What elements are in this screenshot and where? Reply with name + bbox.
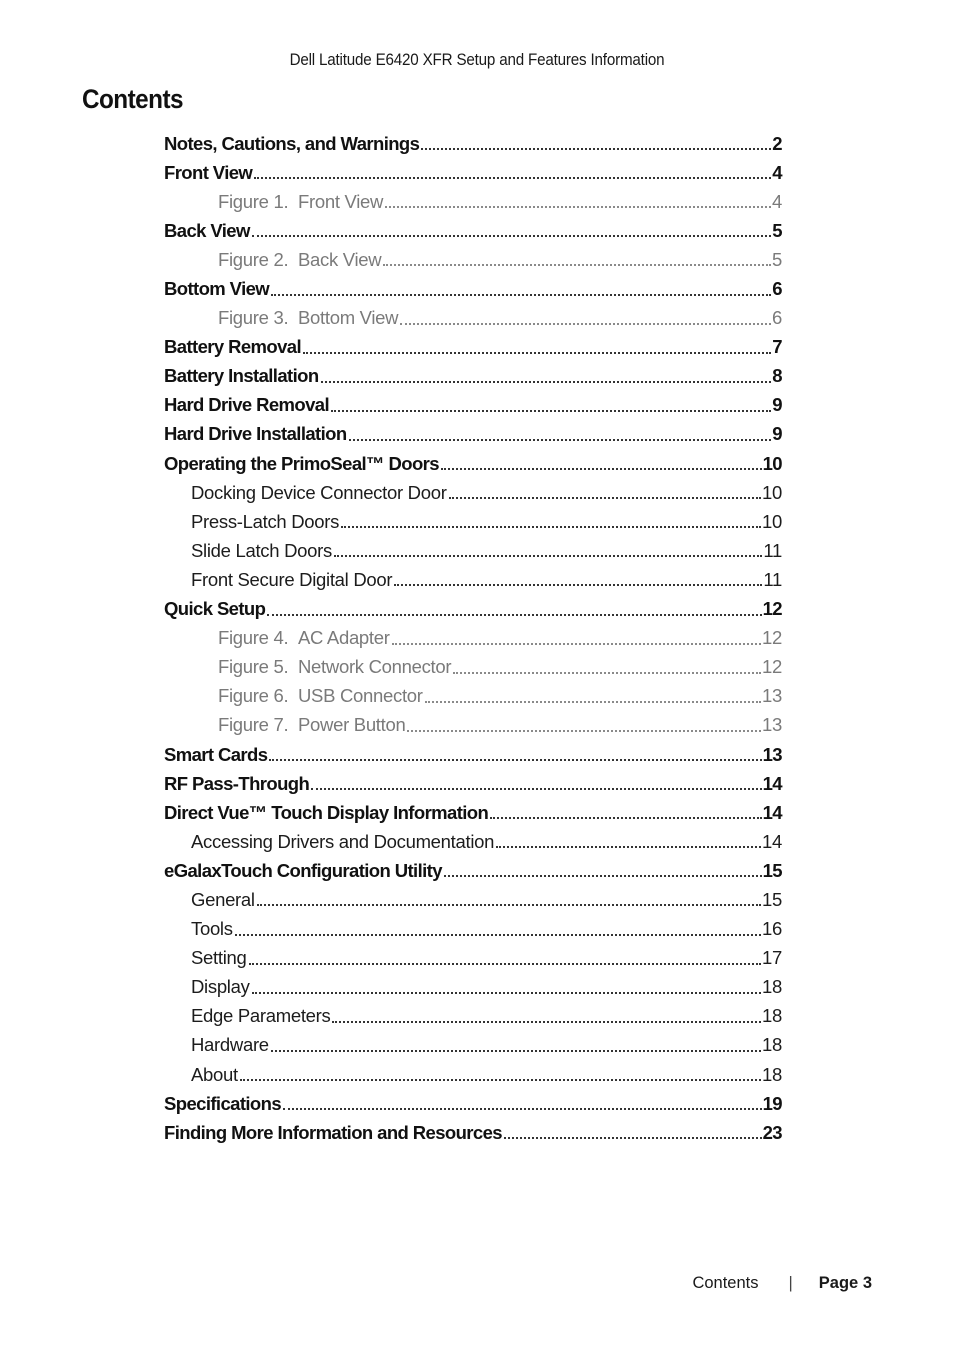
toc-section-entry[interactable] <box>164 391 782 420</box>
toc-dot-leader <box>249 962 762 965</box>
toc-dot-leader <box>349 438 772 441</box>
toc-entry-label <box>164 1122 504 1144</box>
toc-dot-leader <box>449 496 761 499</box>
toc-entry-text: Hard Drive Installation <box>164 423 347 445</box>
toc-page-number: 5 <box>772 248 782 270</box>
toc-entry-label <box>164 860 444 882</box>
toc-page-number: 14 <box>762 772 782 794</box>
toc-dot-leader <box>254 176 771 179</box>
toc-entry-label <box>164 162 254 184</box>
toc-entry-text: About <box>191 1063 238 1085</box>
toc-figure-number: Figure 5. <box>218 656 289 678</box>
toc-section-entry[interactable] <box>164 216 782 245</box>
toc-entry-label <box>191 918 235 940</box>
toc-figure-entry[interactable] <box>164 245 782 274</box>
toc-entry-text: Network Connector <box>298 656 452 678</box>
toc-entry-label <box>164 336 303 358</box>
toc-entry-text: Operating the PrimoSeal™ Doors <box>164 452 439 474</box>
toc-dot-leader <box>425 700 761 703</box>
toc-entry-text: Bottom View <box>164 278 270 300</box>
toc-entry-text: Front Secure Digital Door <box>191 568 393 590</box>
toc-entry-text: Front View <box>164 161 253 183</box>
toc-entry-text: Docking Device Connector Door <box>191 481 447 503</box>
toc-entry-text: Specifications <box>164 1092 282 1114</box>
toc-dot-leader <box>321 380 772 383</box>
running-header: Dell Latitude E6420 XFR Setup and Features Information <box>289 51 665 69</box>
toc-entry-text: RF Pass-Through <box>164 772 310 794</box>
toc-entry-label <box>191 569 394 591</box>
toc-subsection-entry[interactable] <box>164 1002 782 1031</box>
toc-page-number: 9 <box>772 394 782 416</box>
toc-subsection-entry[interactable] <box>164 1031 782 1060</box>
toc-entry-label <box>218 249 383 271</box>
toc-entry-label <box>191 831 496 853</box>
toc-dot-leader <box>421 147 771 150</box>
page-footer <box>692 1274 872 1293</box>
toc-page-number: 23 <box>762 1121 782 1143</box>
toc-dot-leader <box>383 263 771 266</box>
toc-entry-text: Bottom View <box>298 307 399 329</box>
toc-entry-label <box>218 656 453 678</box>
toc-subsection-entry[interactable] <box>164 944 782 973</box>
toc-entry-label <box>191 540 334 562</box>
toc-figure-number: Figure 3. <box>218 307 289 329</box>
toc-section-entry[interactable] <box>164 362 782 391</box>
toc-figure-number: Figure 6. <box>218 685 289 707</box>
toc-figure-number: Figure 1. <box>218 190 289 212</box>
toc-entry-text: Front View <box>298 190 384 212</box>
toc-entry-label <box>191 1034 271 1056</box>
toc-entry-label <box>164 1093 283 1115</box>
toc-entry-text: Display <box>191 976 250 998</box>
toc-figure-number: Figure 4. <box>218 627 289 649</box>
toc-subsection-entry[interactable] <box>164 915 782 944</box>
toc-dot-leader <box>252 234 772 237</box>
toc-entry-label <box>164 453 441 475</box>
toc-page-number: 18 <box>762 1005 782 1027</box>
toc-entry-text: Battery Installation <box>164 365 319 387</box>
toc-dot-leader <box>441 467 762 470</box>
toc-page-number: 15 <box>762 888 782 910</box>
page-title: Contents <box>82 84 183 114</box>
toc-dot-leader <box>385 205 771 208</box>
toc-dot-leader <box>283 1107 762 1110</box>
toc-dot-leader <box>490 816 761 819</box>
toc-entry-label <box>164 133 421 155</box>
toc-entry-text: Quick Setup <box>164 598 266 620</box>
toc-dot-leader <box>496 845 761 848</box>
toc-entry-text: Slide Latch Doors <box>191 539 332 561</box>
toc-page-number: 10 <box>762 452 782 474</box>
toc-section-entry[interactable] <box>164 420 782 449</box>
toc-dot-leader <box>269 758 761 761</box>
toc-dot-leader <box>394 583 762 586</box>
toc-page-number: 11 <box>763 568 782 590</box>
table-of-contents <box>164 129 782 1147</box>
toc-section-entry[interactable] <box>164 740 782 769</box>
toc-subsection-entry[interactable] <box>164 536 782 565</box>
toc-dot-leader <box>257 903 761 906</box>
toc-entry-label <box>191 976 252 998</box>
toc-entry-text: eGalaxTouch Configuration Utility <box>164 859 442 881</box>
toc-page-number: 4 <box>772 190 782 212</box>
toc-dot-leader <box>271 293 771 296</box>
toc-page-number: 18 <box>762 976 782 998</box>
toc-page-number: 18 <box>762 1063 782 1085</box>
toc-entry-text: Hard Drive Removal <box>164 394 330 416</box>
toc-entry-text: Finding More Information and Resources <box>164 1121 502 1143</box>
toc-figure-entry[interactable] <box>164 187 782 216</box>
toc-entry-label <box>191 511 341 533</box>
toc-page-number: 14 <box>762 830 782 852</box>
toc-entry-label <box>191 889 257 911</box>
footer-section-label: Contents <box>692 1274 759 1292</box>
toc-subsection-entry[interactable] <box>164 973 782 1002</box>
toc-section-entry[interactable] <box>164 274 782 303</box>
footer-page-number: Page 3 <box>818 1274 872 1292</box>
toc-entry-label <box>218 307 400 329</box>
toc-entry-text: Direct Vue™ Touch Display Information <box>164 801 489 823</box>
toc-page-number: 11 <box>763 539 782 561</box>
toc-subsection-entry[interactable] <box>164 565 782 594</box>
toc-dot-leader <box>504 1136 762 1139</box>
toc-dot-leader <box>334 554 762 557</box>
toc-entry-text: Back View <box>164 219 250 241</box>
toc-dot-leader <box>303 351 771 354</box>
toc-section-entry[interactable] <box>164 798 782 827</box>
toc-entry-text: Edge Parameters <box>191 1005 331 1027</box>
toc-entry-text: Smart Cards <box>164 743 268 765</box>
toc-section-entry[interactable] <box>164 1118 782 1147</box>
toc-entry-text: Setting <box>191 947 247 969</box>
toc-entry-label <box>191 1005 332 1027</box>
toc-page-number: 12 <box>762 598 782 620</box>
toc-page-number: 5 <box>772 219 782 241</box>
toc-entry-text: Press-Latch Doors <box>191 510 340 532</box>
toc-entry-label <box>164 394 331 416</box>
toc-entry-text: Notes, Cautions, and Warnings <box>164 132 420 154</box>
toc-page-number: 10 <box>762 481 782 503</box>
toc-entry-label <box>218 191 385 213</box>
toc-entry-label <box>218 627 392 649</box>
toc-page-number: 12 <box>762 627 782 649</box>
toc-dot-leader <box>235 933 761 936</box>
toc-figure-entry[interactable] <box>164 304 782 333</box>
toc-dot-leader <box>392 642 761 645</box>
toc-figure-number: Figure 7. <box>218 714 289 736</box>
toc-entry-label <box>164 278 271 300</box>
toc-page-number: 14 <box>762 801 782 823</box>
toc-entry-label <box>164 773 311 795</box>
toc-dot-leader <box>331 409 771 412</box>
toc-entry-label <box>191 947 249 969</box>
toc-page-number: 18 <box>762 1034 782 1056</box>
toc-subsection-entry[interactable] <box>164 507 782 536</box>
toc-figure-entry[interactable] <box>164 653 782 682</box>
toc-entry-label <box>164 802 490 824</box>
toc-page-number: 13 <box>762 714 782 736</box>
toc-figure-entry[interactable] <box>164 711 782 740</box>
toc-section-entry[interactable] <box>164 1089 782 1118</box>
toc-subsection-entry[interactable] <box>164 885 782 914</box>
toc-dot-leader <box>444 874 762 877</box>
toc-section-entry[interactable] <box>164 129 782 158</box>
toc-entry-label <box>164 220 252 242</box>
toc-dot-leader <box>407 729 761 732</box>
toc-page-number: 17 <box>762 947 782 969</box>
toc-dot-leader <box>267 613 761 616</box>
toc-dot-leader <box>271 1049 761 1052</box>
toc-page-number: 6 <box>772 307 782 329</box>
toc-dot-leader <box>400 322 771 325</box>
toc-dot-leader <box>341 525 761 528</box>
toc-section-entry[interactable] <box>164 856 782 885</box>
footer-separator: | <box>788 1274 793 1292</box>
toc-entry-text: General <box>191 888 255 910</box>
toc-entry-text: Power Button <box>298 714 406 736</box>
toc-dot-leader <box>240 1078 761 1081</box>
toc-section-entry[interactable] <box>164 333 782 362</box>
toc-entry-text: Tools <box>191 918 233 940</box>
toc-entry-text: Back View <box>298 248 382 270</box>
toc-subsection-entry[interactable] <box>164 478 782 507</box>
toc-section-entry[interactable] <box>164 449 782 478</box>
toc-page-number: 4 <box>772 161 782 183</box>
toc-dot-leader <box>332 1020 761 1023</box>
toc-page-number: 2 <box>772 132 782 154</box>
toc-entry-label <box>164 365 321 387</box>
toc-entry-text: Hardware <box>191 1034 269 1056</box>
toc-figure-number: Figure 2. <box>218 248 289 270</box>
toc-entry-label <box>218 714 407 736</box>
toc-dot-leader <box>453 671 761 674</box>
toc-subsection-entry[interactable] <box>164 827 782 856</box>
toc-page-number: 12 <box>762 656 782 678</box>
toc-entry-label <box>191 1064 240 1086</box>
toc-page-number: 8 <box>772 365 782 387</box>
toc-page-number: 16 <box>762 918 782 940</box>
toc-page-number: 19 <box>762 1092 782 1114</box>
toc-page-number: 13 <box>762 685 782 707</box>
toc-section-entry[interactable] <box>164 158 782 187</box>
toc-subsection-entry[interactable] <box>164 1060 782 1089</box>
toc-page-number: 6 <box>772 278 782 300</box>
toc-entry-label <box>164 423 349 445</box>
toc-entry-label <box>164 744 269 766</box>
toc-page-number: 9 <box>772 423 782 445</box>
toc-page-number: 15 <box>762 859 782 881</box>
toc-entry-label <box>164 598 267 620</box>
toc-page-number: 7 <box>772 336 782 358</box>
toc-page-number: 13 <box>762 743 782 765</box>
toc-entry-text: AC Adapter <box>298 627 390 649</box>
toc-entry-label <box>191 482 449 504</box>
toc-section-entry[interactable] <box>164 595 782 624</box>
toc-entry-text: Accessing Drivers and Documentation <box>191 830 495 852</box>
toc-entry-text: USB Connector <box>298 685 423 707</box>
toc-page-number: 10 <box>762 510 782 532</box>
toc-dot-leader <box>252 991 761 994</box>
toc-entry-label <box>218 685 425 707</box>
toc-entry-text: Battery Removal <box>164 336 302 358</box>
toc-dot-leader <box>311 787 761 790</box>
toc-figure-entry[interactable] <box>164 682 782 711</box>
toc-section-entry[interactable] <box>164 769 782 798</box>
toc-figure-entry[interactable] <box>164 624 782 653</box>
